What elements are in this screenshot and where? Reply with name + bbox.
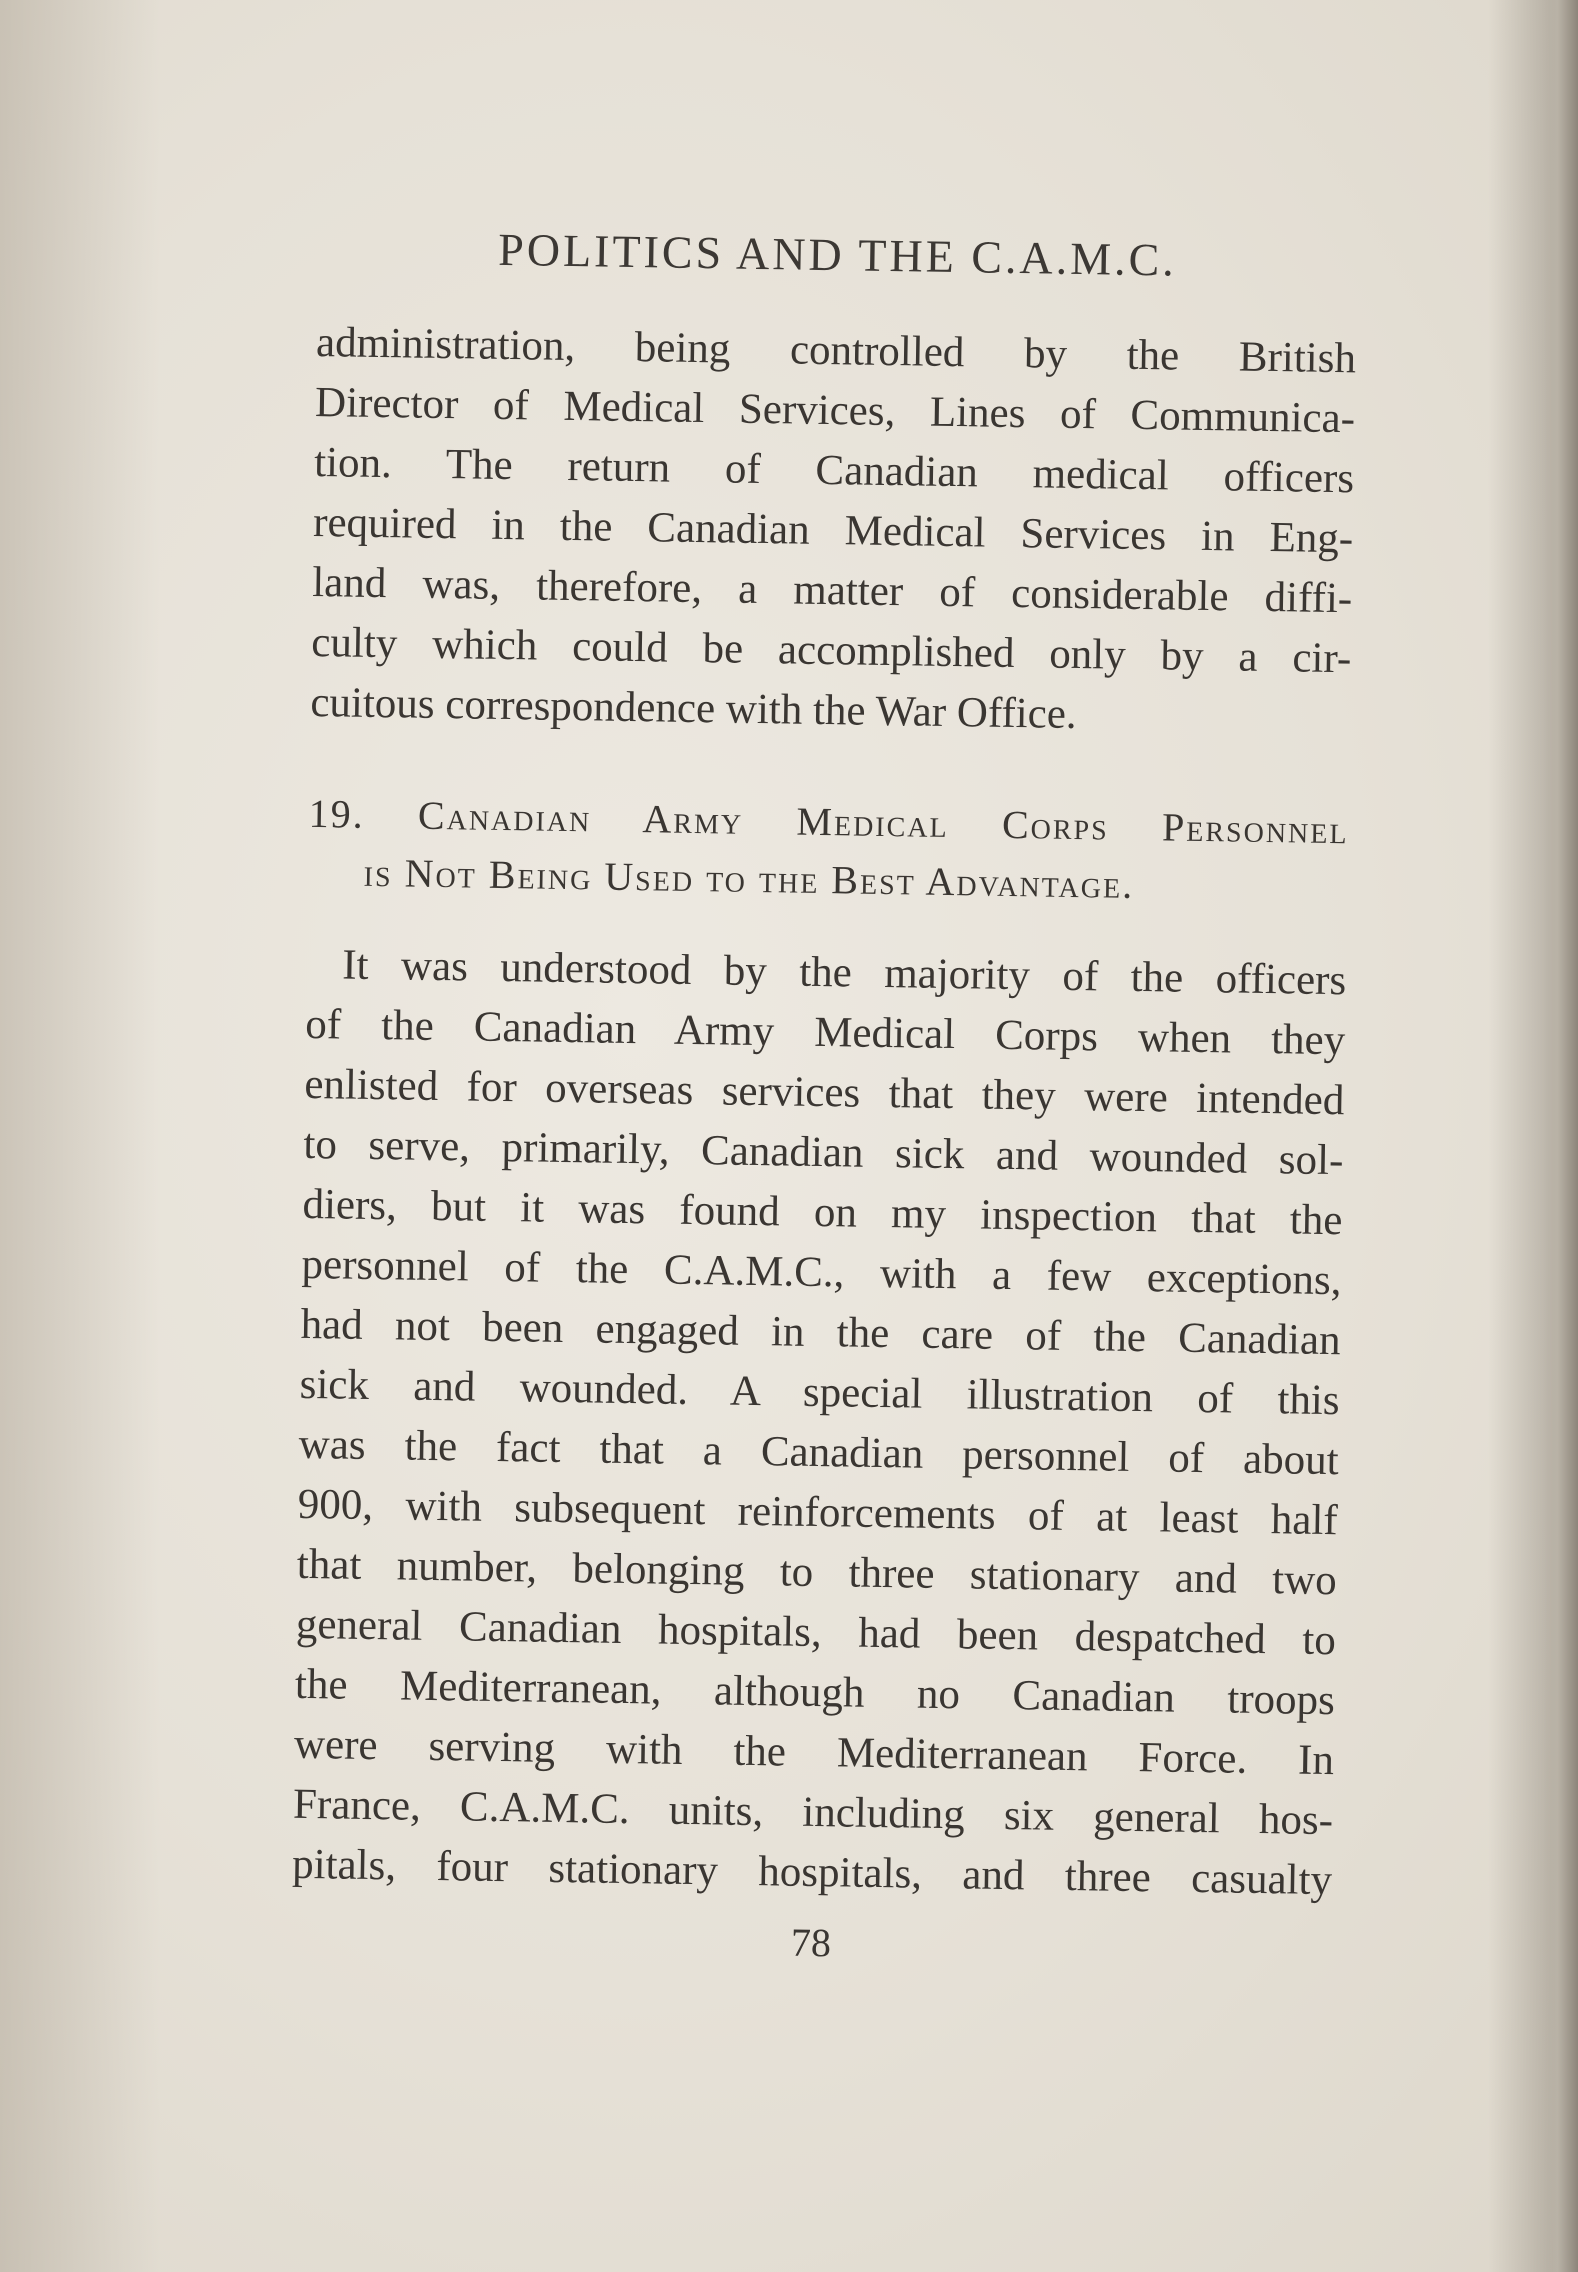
text-line: tion. The return of Canadian medical officers <box>313 438 1355 503</box>
text-line: had not been engaged in the care of the Canadian <box>300 1300 1341 1365</box>
text-line: sick and wounded. A special illustration of this <box>299 1360 1340 1425</box>
text-line: of the Canadian Army Medical Corps when they <box>304 1000 1346 1065</box>
text-line: general Canadian hospitals, had been despatched to <box>295 1600 1337 1665</box>
text-line: the Mediterranean, although no Canadian troops <box>294 1660 1336 1725</box>
page-edge-strip <box>1544 0 1578 2272</box>
text-line: required in the Canadian Medical Services in Eng- <box>312 498 1354 563</box>
text-line: France, C.A.M.C. units, including six general hos- <box>292 1780 1334 1845</box>
section-heading <box>307 785 1349 917</box>
page-content <box>291 220 1358 1974</box>
text-line: diers, but it was found on my inspection that the <box>302 1180 1343 1245</box>
text-line: 900, with subsequent reinforcements of at least half <box>297 1480 1339 1545</box>
text-line: culty which could be accomplished only by a cir- <box>310 618 1352 683</box>
text-line: was the fact that a Canadian personnel of about <box>298 1420 1340 1485</box>
paragraph-2 <box>292 935 1347 1911</box>
text-line: It was understood by the majority of the officers <box>341 941 1347 1005</box>
text-line: were serving with the Mediterranean Force. In <box>293 1720 1335 1785</box>
text-line: cuitous correspondence with the War Office. <box>310 678 1077 738</box>
text-line: to serve, primarily, Canadian sick and wounded sol- <box>303 1120 1344 1185</box>
text-line: that number, belonging to three stationary and two <box>296 1540 1338 1605</box>
section-heading-line-1: 19. Canadian Army Medical Corps Personnel <box>308 790 1349 853</box>
text-line: enlisted for overseas services that they were intended <box>304 1060 1345 1125</box>
running-head: POLITICS AND THE C.A.M.C. <box>497 223 1178 286</box>
spine-shadow <box>0 0 160 2272</box>
text-line: pitals, four stationary hospitals, and three casualty <box>291 1840 1333 1905</box>
text-line: personnel of the C.A.M.C., with a few exceptions, <box>301 1240 1342 1305</box>
paragraph-1 <box>310 313 1356 749</box>
page-number: 78 <box>790 1919 832 1966</box>
section-heading-line-2: is Not Being Used to the Best Advantage. <box>363 849 1135 907</box>
text-line: Director of Medical Services, Lines of Communica- <box>314 378 1356 443</box>
text-line: administration, being controlled by the British <box>315 318 1357 383</box>
text-line: land was, therefore, a matter of considerable diffi- <box>311 558 1353 623</box>
